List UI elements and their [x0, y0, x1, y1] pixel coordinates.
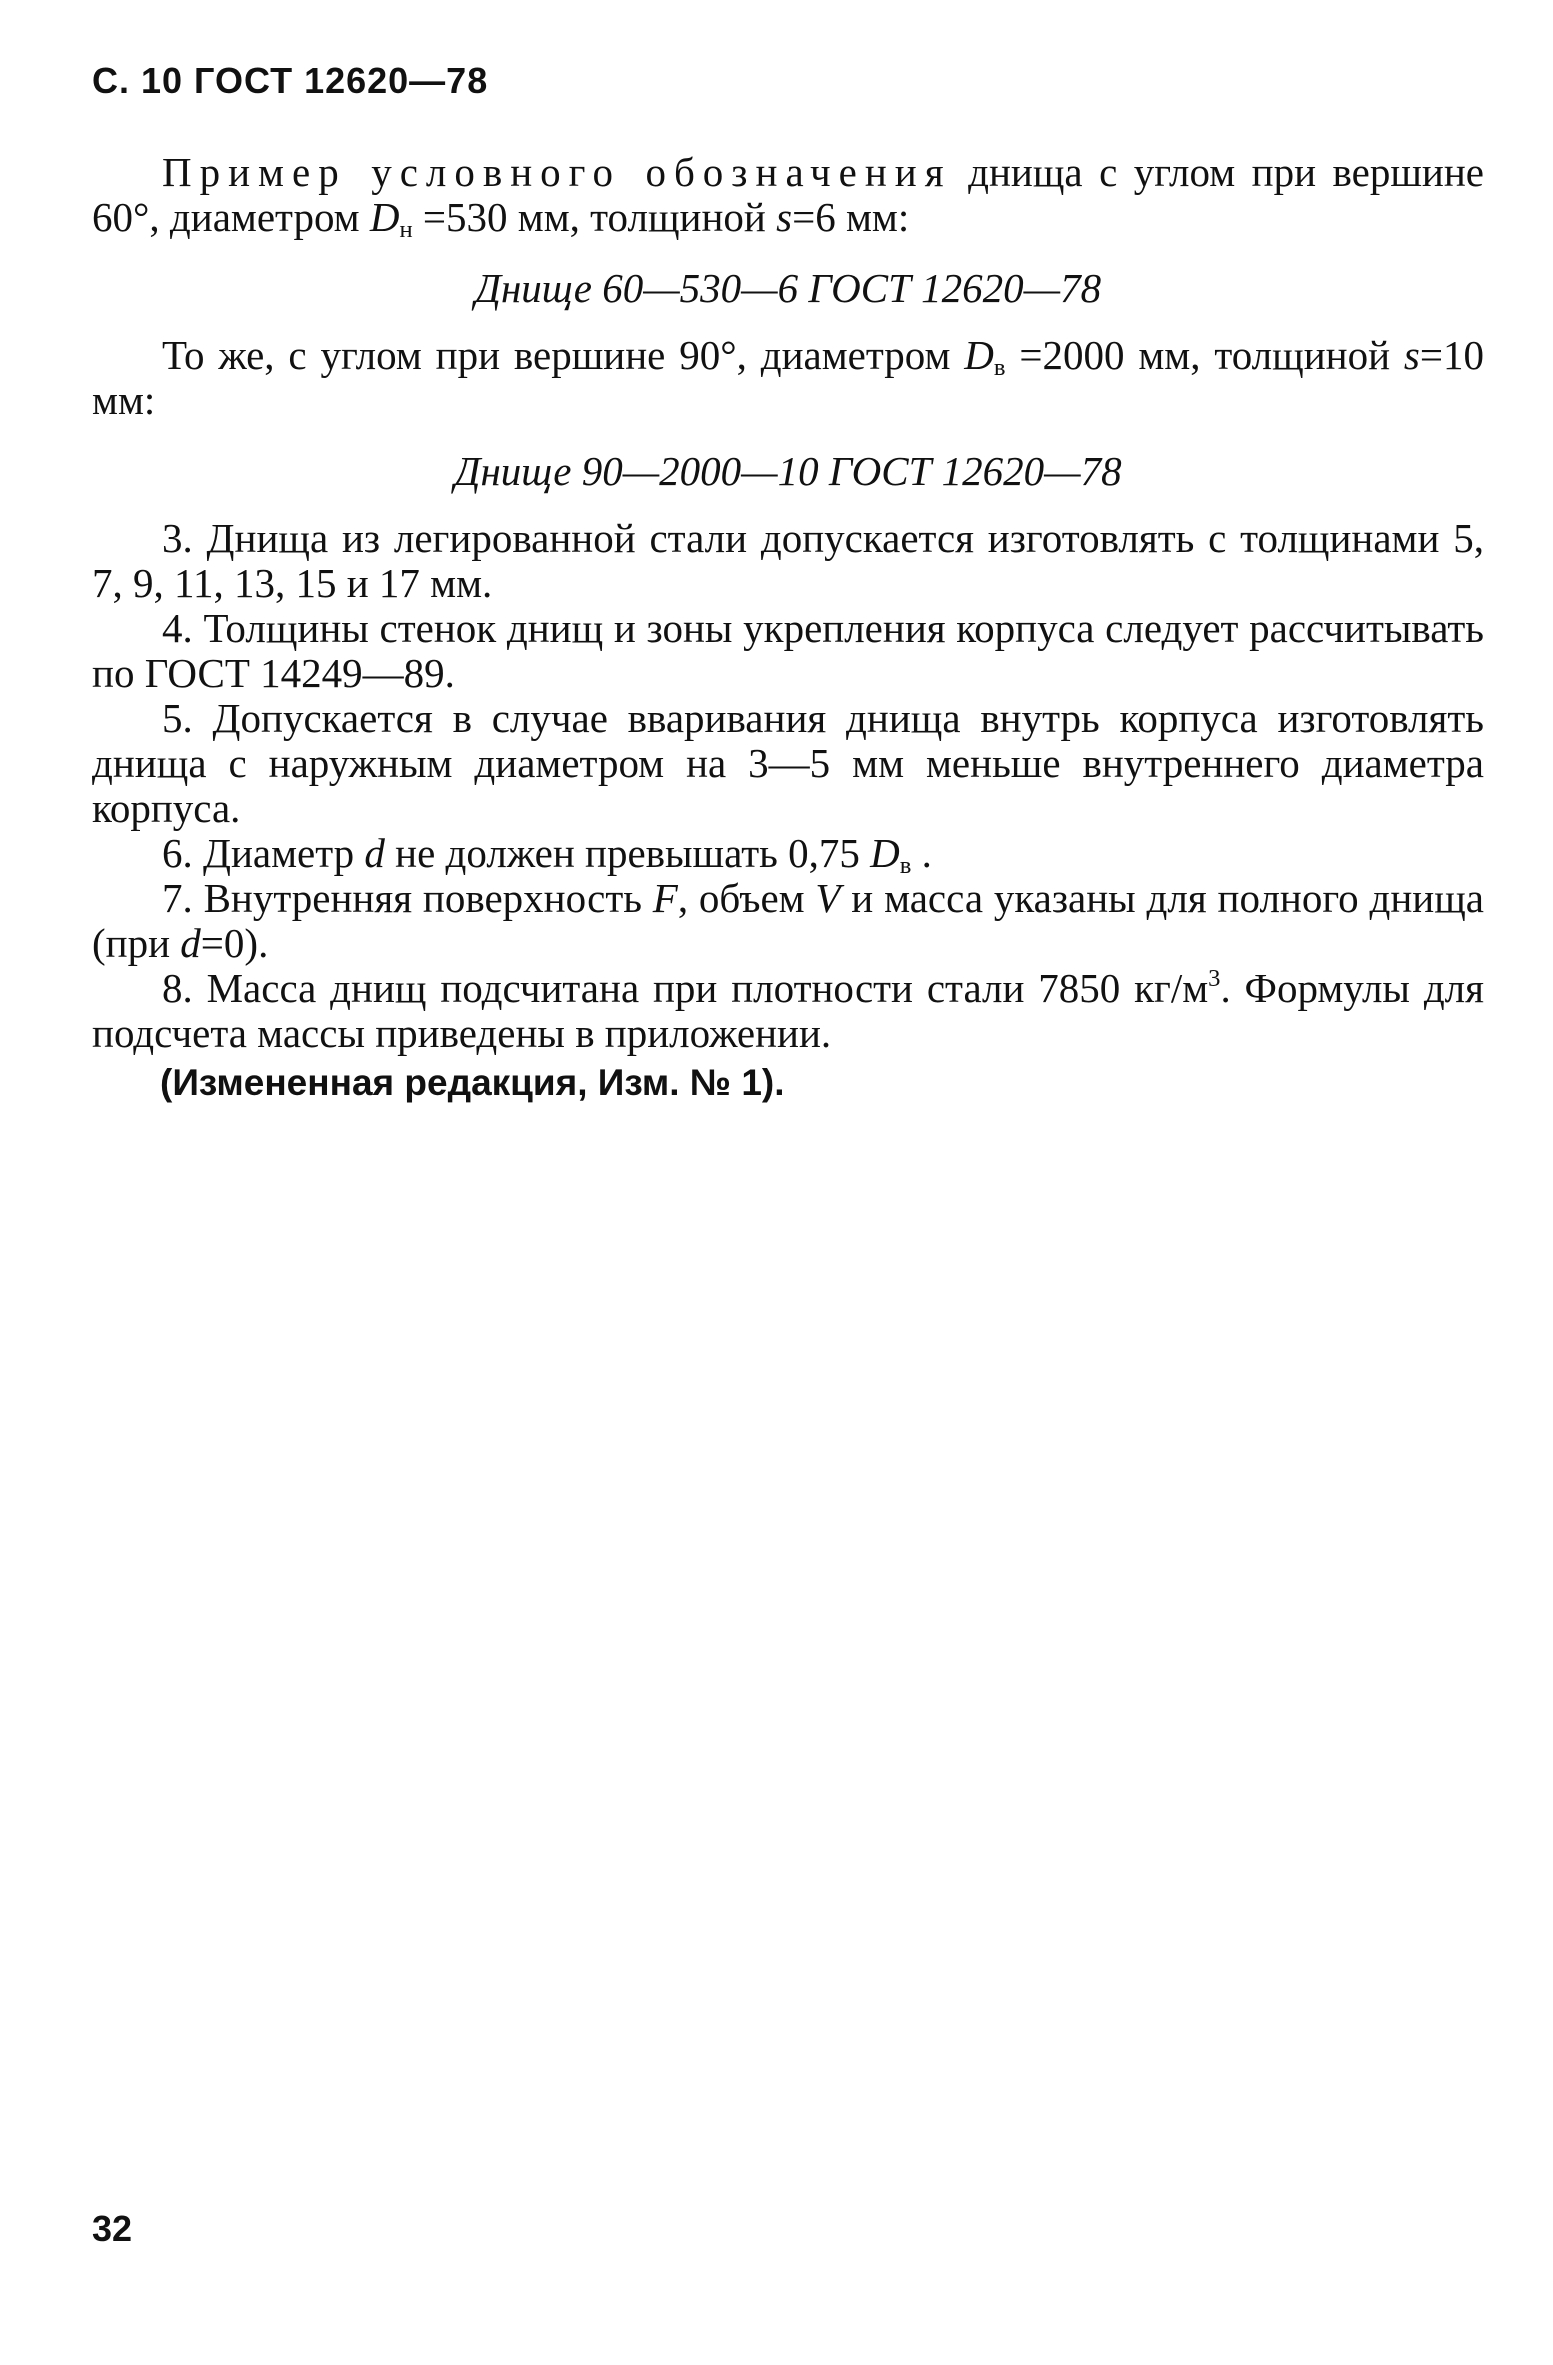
example-intro-lead: Пример условного обозначения: [162, 149, 952, 195]
item-7-d-symbol: d: [180, 920, 201, 966]
same-intro-s-value: =10 мм:: [92, 332, 1484, 423]
item-6-b: не должен превышать 0,75: [384, 830, 871, 876]
item-7-c: и масса указаны для полного днища (при: [92, 875, 1484, 966]
item-7-F-symbol: F: [652, 875, 678, 921]
item-7-a: 7. Внутренняя поверхность: [162, 875, 653, 921]
same-intro-a: То же, с углом при вершине 90°, диаметром: [162, 332, 965, 378]
item-7-b: , объем: [677, 875, 816, 921]
designation-example-2: Днище 90—2000—10 ГОСТ 12620—78: [454, 448, 1122, 494]
item-8-superscript: 3: [1208, 965, 1221, 992]
item-7-V-symbol: V: [815, 875, 841, 921]
item-6-d-symbol: d: [364, 830, 385, 876]
d-symbol: D: [369, 194, 400, 240]
designation-example-1: Днище 60—530—6 ГОСТ 12620—78: [474, 265, 1102, 311]
item-6-paragraph: [92, 830, 1484, 879]
item-8-a: 8. Масса днищ подсчитана при плотности стали 7850 кг/м: [162, 965, 1209, 1011]
dv-subscript: в: [993, 354, 1006, 381]
amendment-note: (Измененная редакция, Изм. № 1).: [160, 1062, 785, 1103]
item-4-paragraph: 4. Толщины стенок днищ и зоны укрепления корпуса следует рассчитывать по ГОСТ 14249—89.: [92, 605, 1484, 696]
running-header: С. 10 ГОСТ 12620—78: [92, 60, 489, 101]
item-6-end: .: [911, 830, 932, 876]
dn-subscript: н: [399, 216, 413, 243]
same-intro-b: =2000 мм, толщиной: [1005, 332, 1404, 378]
example-intro-end: =530 мм, толщиной: [412, 194, 777, 240]
item-5-paragraph: 5. Допускается в случае вваривания днища внутрь корпуса изготовлять днища с наружным диаметром на 3—5 мм меньше внутреннего диаметра корпуса.: [92, 695, 1484, 831]
s-symbol-2: s: [1403, 332, 1420, 378]
example-intro-paragraph: [92, 149, 1485, 243]
same-intro-paragraph: [92, 333, 1484, 423]
d-symbol-2: D: [964, 332, 994, 378]
item-8-b: . Формулы для подсчета массы приведены в приложении.: [92, 965, 1484, 1056]
item-6-dv-subscript: в: [899, 852, 912, 879]
item-8-paragraph: [92, 966, 1484, 1056]
item-3-paragraph: 3. Днища из легированной стали допускается изготовлять с толщинами 5, 7, 9, 11, 13, 15 и 17 мм.: [92, 515, 1484, 606]
example-intro-s-value: =6 мм:: [792, 194, 910, 240]
example-intro-tail: днища с углом при вершине 60°, диаметром: [92, 149, 1485, 240]
item-7-paragraph: [92, 876, 1484, 966]
item-6-D-symbol: D: [870, 830, 900, 876]
s-symbol: s: [776, 194, 793, 240]
item-6-a: 6. Диаметр: [162, 830, 365, 876]
page-body: [92, 60, 1484, 1105]
item-7-end: =0).: [200, 920, 269, 966]
page-number: 32: [92, 2208, 133, 2249]
